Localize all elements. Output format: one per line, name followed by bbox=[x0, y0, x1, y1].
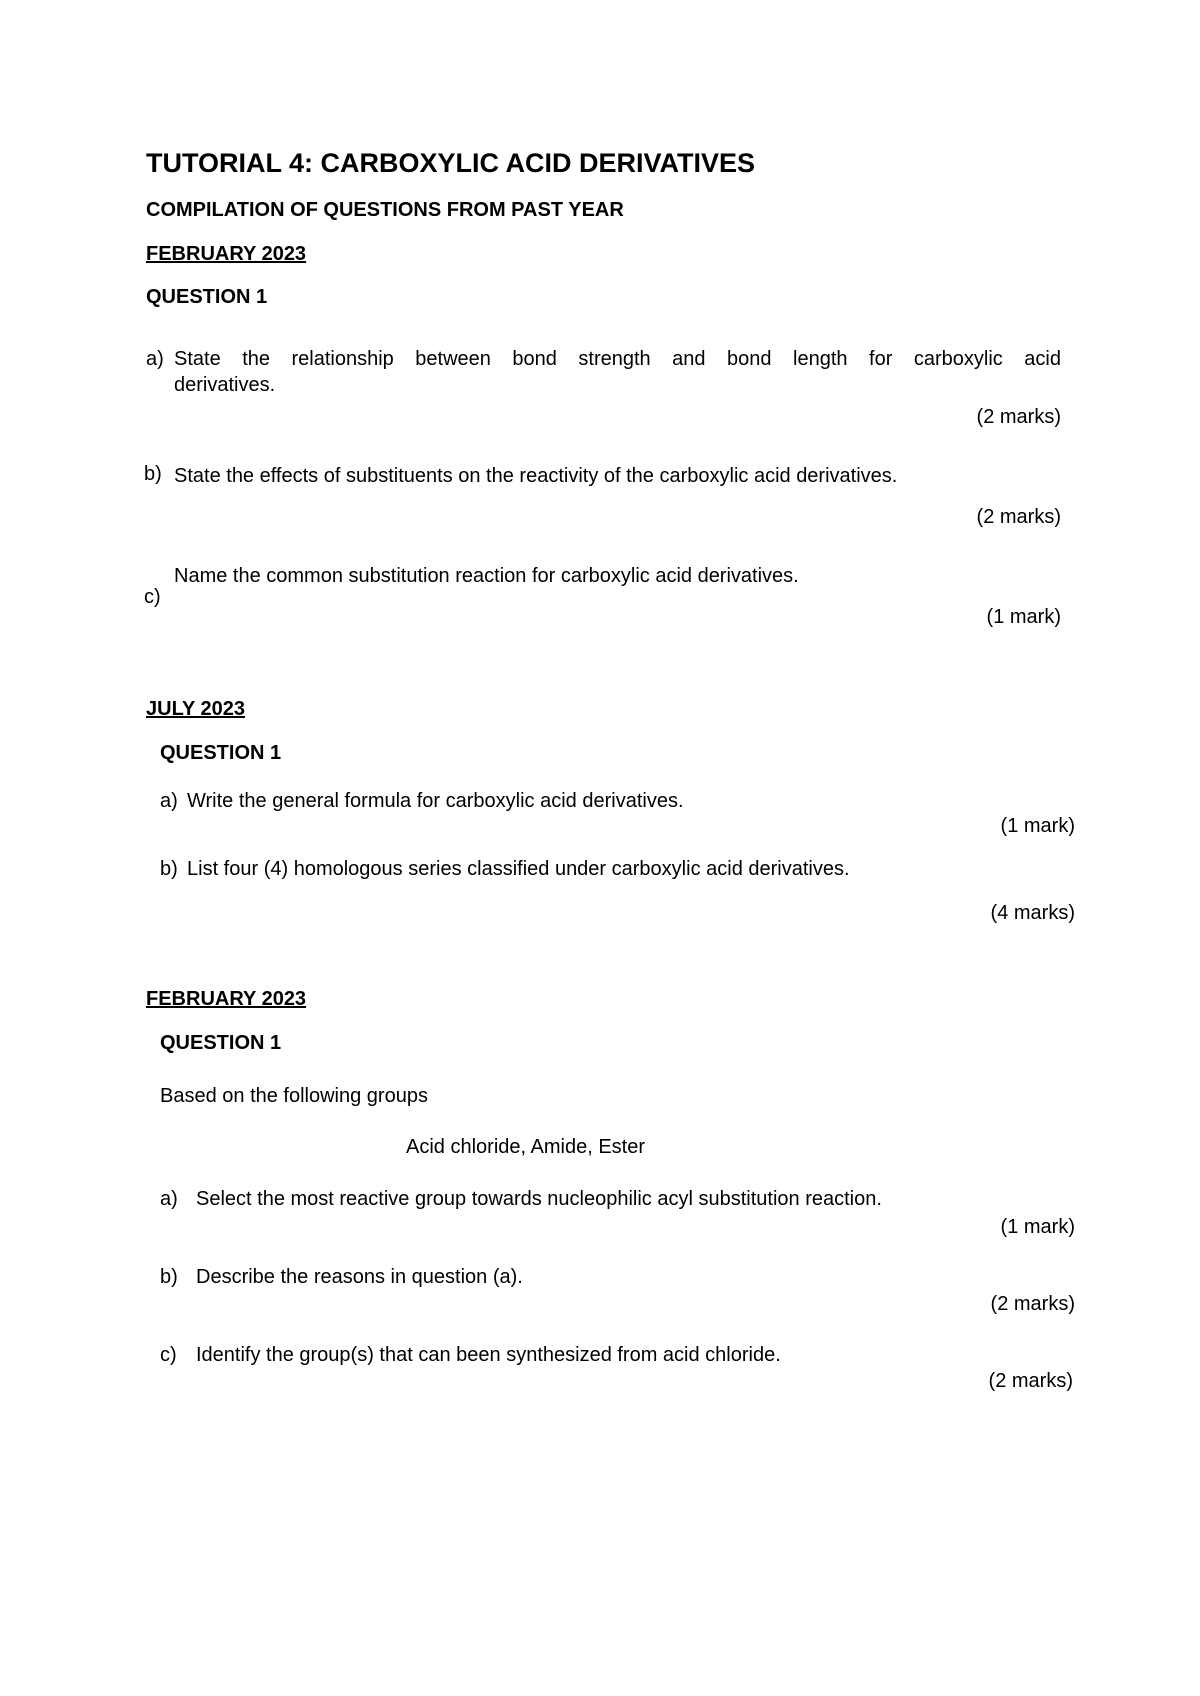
question-text: Write the general formula for carboxylic acid derivatives. bbox=[187, 790, 684, 812]
item-label: a) bbox=[160, 790, 178, 812]
marks-label: (1 mark) bbox=[1000, 815, 1075, 837]
section-date-feb-2023-second: FEBRUARY 2023 bbox=[146, 988, 307, 1010]
item-label: b) bbox=[144, 463, 162, 485]
question-heading: QUESTION 1 bbox=[160, 742, 282, 764]
marks-label: (2 marks) bbox=[988, 1370, 1073, 1392]
item-label: a) bbox=[160, 1188, 178, 1210]
question-text: Identify the group(s) that can been synthesized from acid chloride. bbox=[196, 1344, 781, 1366]
item-label: c) bbox=[160, 1344, 177, 1366]
marks-label: (2 marks) bbox=[990, 1293, 1075, 1315]
section-date-jul-2023: JULY 2023 bbox=[146, 698, 245, 720]
question-text: Select the most reactive group towards nucleophilic acyl substitution reaction. bbox=[196, 1188, 882, 1210]
item-label: c) bbox=[144, 586, 161, 608]
question-text: State the effects of substituents on the reactivity of the carboxylic acid derivatives. bbox=[174, 465, 898, 487]
question-text: List four (4) homologous series classified under carboxylic acid derivatives. bbox=[187, 858, 850, 880]
question-heading: QUESTION 1 bbox=[146, 286, 268, 308]
marks-label: (2 marks) bbox=[976, 506, 1061, 528]
question-text-continued: derivatives. bbox=[174, 374, 276, 396]
question-text: State the relationship between bond strength and bond length for carboxylic acid bbox=[174, 348, 1061, 370]
question-intro: Based on the following groups bbox=[160, 1085, 428, 1107]
marks-label: (2 marks) bbox=[976, 406, 1061, 428]
document-title: TUTORIAL 4: CARBOXYLIC ACID DERIVATIVES bbox=[146, 148, 756, 178]
marks-label: (1 mark) bbox=[986, 606, 1061, 628]
document-subtitle: COMPILATION OF QUESTIONS FROM PAST YEAR bbox=[146, 199, 624, 221]
question-text: Name the common substitution reaction for carboxylic acid derivatives. bbox=[174, 565, 799, 587]
item-label: a) bbox=[146, 348, 164, 370]
question-heading: QUESTION 1 bbox=[160, 1032, 282, 1054]
question-text: Describe the reasons in question (a). bbox=[196, 1266, 523, 1288]
item-label: b) bbox=[160, 1266, 178, 1288]
item-label: b) bbox=[160, 858, 178, 880]
group-list: Acid chloride, Amide, Ester bbox=[406, 1136, 645, 1158]
marks-label: (1 mark) bbox=[1000, 1216, 1075, 1238]
marks-label: (4 marks) bbox=[990, 902, 1075, 924]
section-date-feb-2023: FEBRUARY 2023 bbox=[146, 243, 307, 265]
